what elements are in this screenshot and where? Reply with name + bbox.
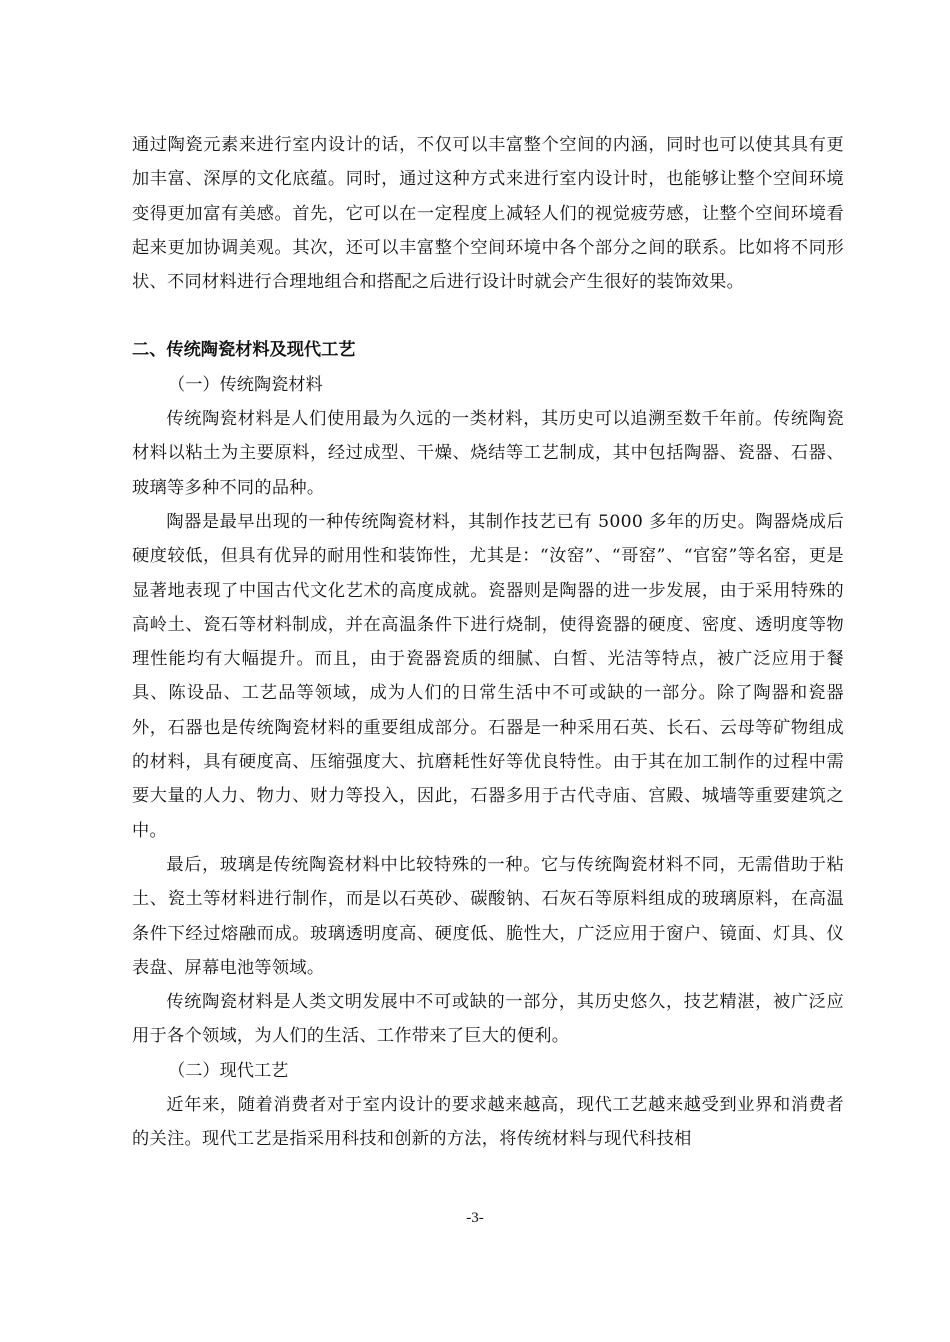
body-paragraph: 传统陶瓷材料是人类文明发展中不可或缺的一部分，其历史悠久，技艺精湛，被广泛应用于各个领域，为人们的生活、工作带来了巨大的便利。 (132, 992, 844, 1047)
intro-paragraph: 通过陶瓷元素来进行室内设计的话，不仅可以丰富整个空间的内涵，同时也可以使其具有更加丰富、深厚的文化底蕴。同时，通过这种方式来进行室内设计时，也能够让整个空间环境变得更加富有美感。首先，它可以在一定程度上减轻人们的视觉疲劳感，让整个空间环境看起来更加协调美观。其次，还可以丰富整个空间环境中各个部分之间的联系。比如将不同形状、不同材料进行合理地组合和搭配之后进行设计时就会产生很好的装饰效果。 (132, 135, 844, 293)
subsection-heading-modern-craft: （二）现代工艺 (168, 1060, 289, 1081)
body-paragraph: 传统陶瓷材料是人们使用最为久远的一类材料，其历史可以追溯至数千年前。传统陶瓷材料以粘土为主要原料，经过成型、干燥、烧结等工艺制成，其中包括陶器、瓷器、石器、玻璃等多种不同的品种。 (132, 409, 844, 498)
body-paragraph: 陶器是最早出现的一种传统陶瓷材料，其制作技艺已有 5000 多年的历史。陶器烧成后硬度较低，但具有优异的耐用性和装饰性，尤其是：“汝窑”、“哥窑”、“官窑”等名窑，更是显著地表现了中国古代文化艺术的高度成就。瓷器则是陶器的进一步发展，由于采用特殊的高岭土、瓷石等材料制成，并在高温条件下进行烧制，使得瓷器的硬度、密度、透明度等物理性能均有大幅提升。而且，由于瓷器瓷质的细腻、白皙、光洁等特点，被广泛应用于餐具、陈设品、工艺品等领域，成为人们的日常生活中不可或缺的一部分。除了陶器和瓷器外，石器也是传统陶瓷材料的重要组成部分。石器是一种采用石英、长石、云母等矿物组成的材料，具有硬度高、压缩强度大、抗磨耗性好等优良特性。由于其在加工制作的过程中需要大量的人力、物力、财力等投入，因此，石器多用于古代寺庙、宫殿、城墙等重要建筑之中。 (132, 511, 844, 841)
body-paragraph: 近年来，随着消费者对于室内设计的要求越来越高，现代工艺越来越受到业界和消费者的关注。现代工艺是指采用科技和创新的方法，将传统材料与现代科技相 (132, 1095, 844, 1150)
body-paragraph: 最后，玻璃是传统陶瓷材料中比较特殊的一种。它与传统陶瓷材料不同，无需借助于粘土、瓷土等材料进行制作，而是以石英砂、碳酸钠、石灰石等原料组成的玻璃原料，在高温条件下经过熔融而成。玻璃透明度高、硬度低、脆性大，广泛应用于窗户、镜面、灯具、仪表盘、屏幕电池等领域。 (132, 854, 844, 978)
section-heading: 二、传统陶瓷材料及现代工艺 (132, 340, 356, 361)
page-number: -3- (466, 1210, 484, 1226)
subsection-heading-traditional-materials: （一）传统陶瓷材料 (168, 374, 323, 395)
document-page (132, 128, 844, 1157)
